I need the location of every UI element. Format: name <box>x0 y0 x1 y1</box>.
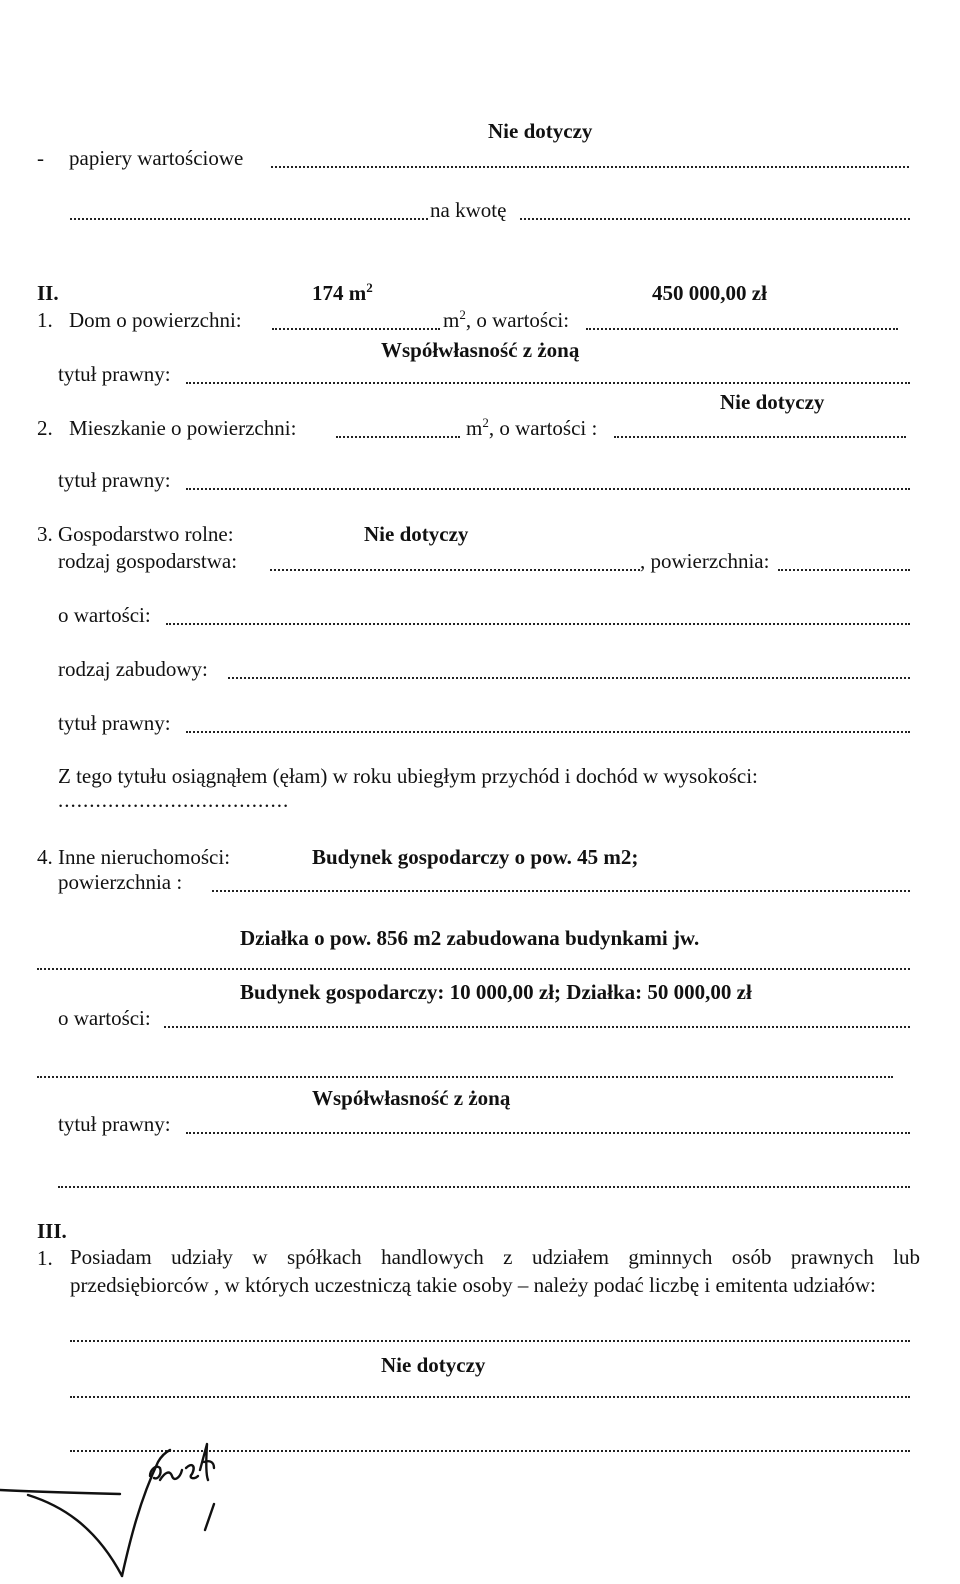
other-value-answer: Budynek gospodarczy: 10 000,00 zł; Działka: 50 000,00 zł <box>240 980 752 1004</box>
other-number: 4. <box>37 845 53 869</box>
shares-number: 1. <box>37 1246 53 1270</box>
securities-answer: Nie dotyczy <box>488 119 593 143</box>
other-title-label: tytuł prawny: <box>58 1112 171 1136</box>
apartment-value-label: $m^2$, o wartości : <box>466 415 598 440</box>
house-area-value: 174 $m^2$ <box>312 280 373 305</box>
shares-answer: Nie dotyczy <box>381 1353 486 1377</box>
other-answer-line1: Budynek gospodarczy o pow. 45 m2; <box>312 845 639 869</box>
farm-value-label: o wartości: <box>58 603 151 627</box>
section-heading-ii: II. <box>37 281 59 305</box>
house-label: Dom o powierzchni: <box>69 308 242 332</box>
shares-question: Posiadam udziały w spółkach handlowych z udziałem gminnych osób prawnych lub przedsiębiorców , w których uczestniczą takie osoby – należy podać liczbę i emitenta udziałów: <box>70 1245 920 1297</box>
other-label: Inne nieruchomości: <box>58 845 231 869</box>
farm-income-label: Z tego tytułu osiągnąłem (ęłam) w roku ubiegłym przychód i dochód w wysokości: <box>58 764 758 788</box>
farm-number: 3. <box>37 522 53 546</box>
farm-label: Gospodarstwo rolne: <box>58 522 234 546</box>
section-heading-iii: III. <box>37 1219 67 1243</box>
house-value: 450 000,00 zł <box>652 281 767 305</box>
house-title-answer: Współwłasność z żoną <box>381 338 580 362</box>
apartment-number: 2. <box>37 416 53 440</box>
house-value-label: $m^2$, o wartości: <box>443 307 570 332</box>
farm-type-label: rodzaj gospodarstwa: <box>58 549 238 573</box>
amount-label: na kwotę <box>430 198 507 222</box>
farm-area-label: , powierzchnia: <box>640 549 770 573</box>
house-number: 1. <box>37 308 53 332</box>
farm-title-label: tytuł prawny: <box>58 711 171 735</box>
house-title-label: tytuł prawny: <box>58 362 171 386</box>
farm-answer: Nie dotyczy <box>364 522 469 546</box>
farm-income-dots: ..................................... <box>58 788 290 812</box>
apartment-label: Mieszkanie o powierzchni: <box>69 416 297 440</box>
apartment-title-label: tytuł prawny: <box>58 468 171 492</box>
farm-buildings-label: rodzaj zabudowy: <box>58 657 208 681</box>
bullet-dash: - <box>37 146 44 170</box>
other-value-label: o wartości: <box>58 1006 151 1030</box>
securities-label: papiery wartościowe <box>69 146 244 170</box>
other-area-label: powierzchnia : <box>58 870 183 894</box>
other-answer-line2: Działka o pow. 856 m2 zabudowana budynkami jw. <box>240 926 700 950</box>
other-title-answer: Współwłasność z żoną <box>312 1086 511 1110</box>
apartment-answer: Nie dotyczy <box>720 390 825 414</box>
